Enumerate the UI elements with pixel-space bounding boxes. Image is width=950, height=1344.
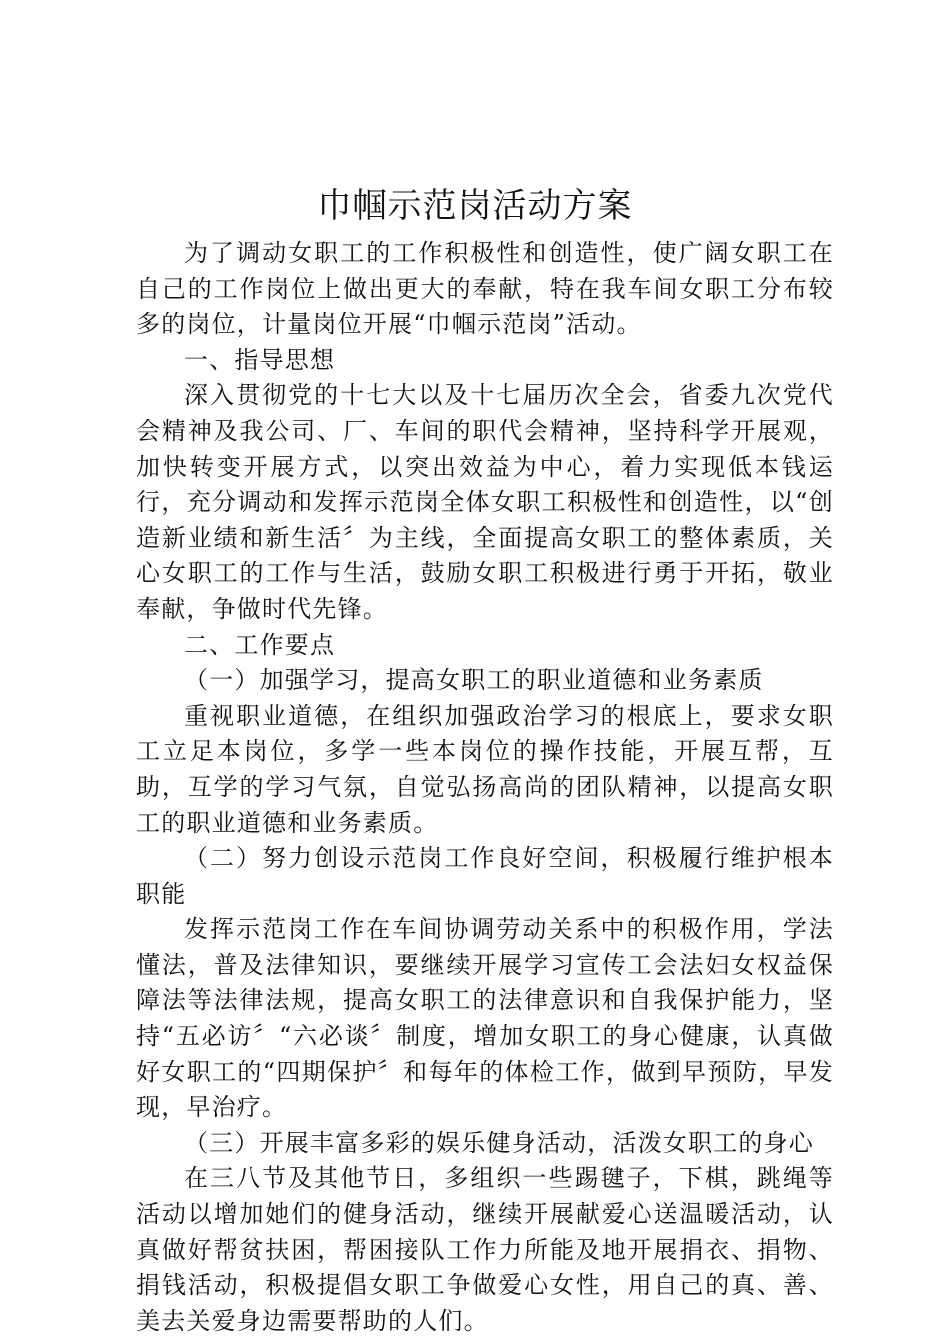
subheading-fitness-activities: （三）开展丰富多彩的娱乐健身活动，活泼女职工的身心 [184, 1128, 814, 1157]
subheading-create-space: （二）努力创设示范岗工作良好空间，积极履行维护根本职能 [136, 844, 834, 908]
fitness-activities-paragraph: 在三八节及其他节日，多组织一些踢毽子，下棋，跳绳等活动以增加她们的健身活动，继续开展献爱心送温暖活动，认真做好帮贫扶困，帮困接队工作力所能及地开展捐衣、捐物、捐钱活动，积极提倡女职工争做爱心女性，用自己的真、善、美去关爱身边需要帮助的人们。 [136, 1164, 834, 1335]
document-body [136, 236, 834, 1339]
section-heading-work-points: 二、工作要点 [184, 630, 336, 659]
strengthen-study-paragraph: 重视职业道德，在组织加强政治学习的根底上，要求女职工立足本岗位，多学一些本岗位的操作技能，开展互帮，互助，互学的学习气氛，自觉弘扬高尚的团队精神，以提高女职工的职业道德和业务素质。 [136, 701, 834, 837]
create-space-paragraph: 发挥示范岗工作在车间协调劳动关系中的积极作用，学法懂法，普及法律知识，要继续开展学习宣传工会法妇女权益保障法等法律法规，提高女职工的法律意识和自我保护能力，坚持“五必访〞“六必谈〞制度，增加女职工的身心健康，认真做好女职工的“四期保护〞和每年的体检工作，做到早预防，早发现，早治疗。 [136, 915, 834, 1122]
intro-paragraph: 为了调动女职工的工作积极性和创造性，使广阔女职工在自己的工作岗位上做出更大的奉献，特在我车间女职工分布较多的岗位，计量岗位开展“巾帼示范岗”活动。 [136, 239, 834, 339]
document-title: 巾帼示范岗活动方案 [317, 186, 633, 226]
section-heading-guiding-thought: 一、指导思想 [184, 345, 336, 374]
guiding-thought-paragraph: 深入贯彻党的十七大以及十七届历次全会，省委九次党代会精神及我公司、厂、车间的职代会精神，坚持科学开展观，加快转变开展方式，以突出效益为中心，着力实现低本钱运行，充分调动和发挥示范岗全体女职工积极性和创造性，以“创造新业绩和新生活〞为主线，全面提高女职工的整体素质，关心女职工的工作与生活，鼓励女职工积极进行勇于开拓，敬业奉献，争做时代先锋。 [136, 381, 834, 623]
subheading-strengthen-study: （一）加强学习，提高女职工的职业道德和业务素质 [184, 666, 764, 695]
